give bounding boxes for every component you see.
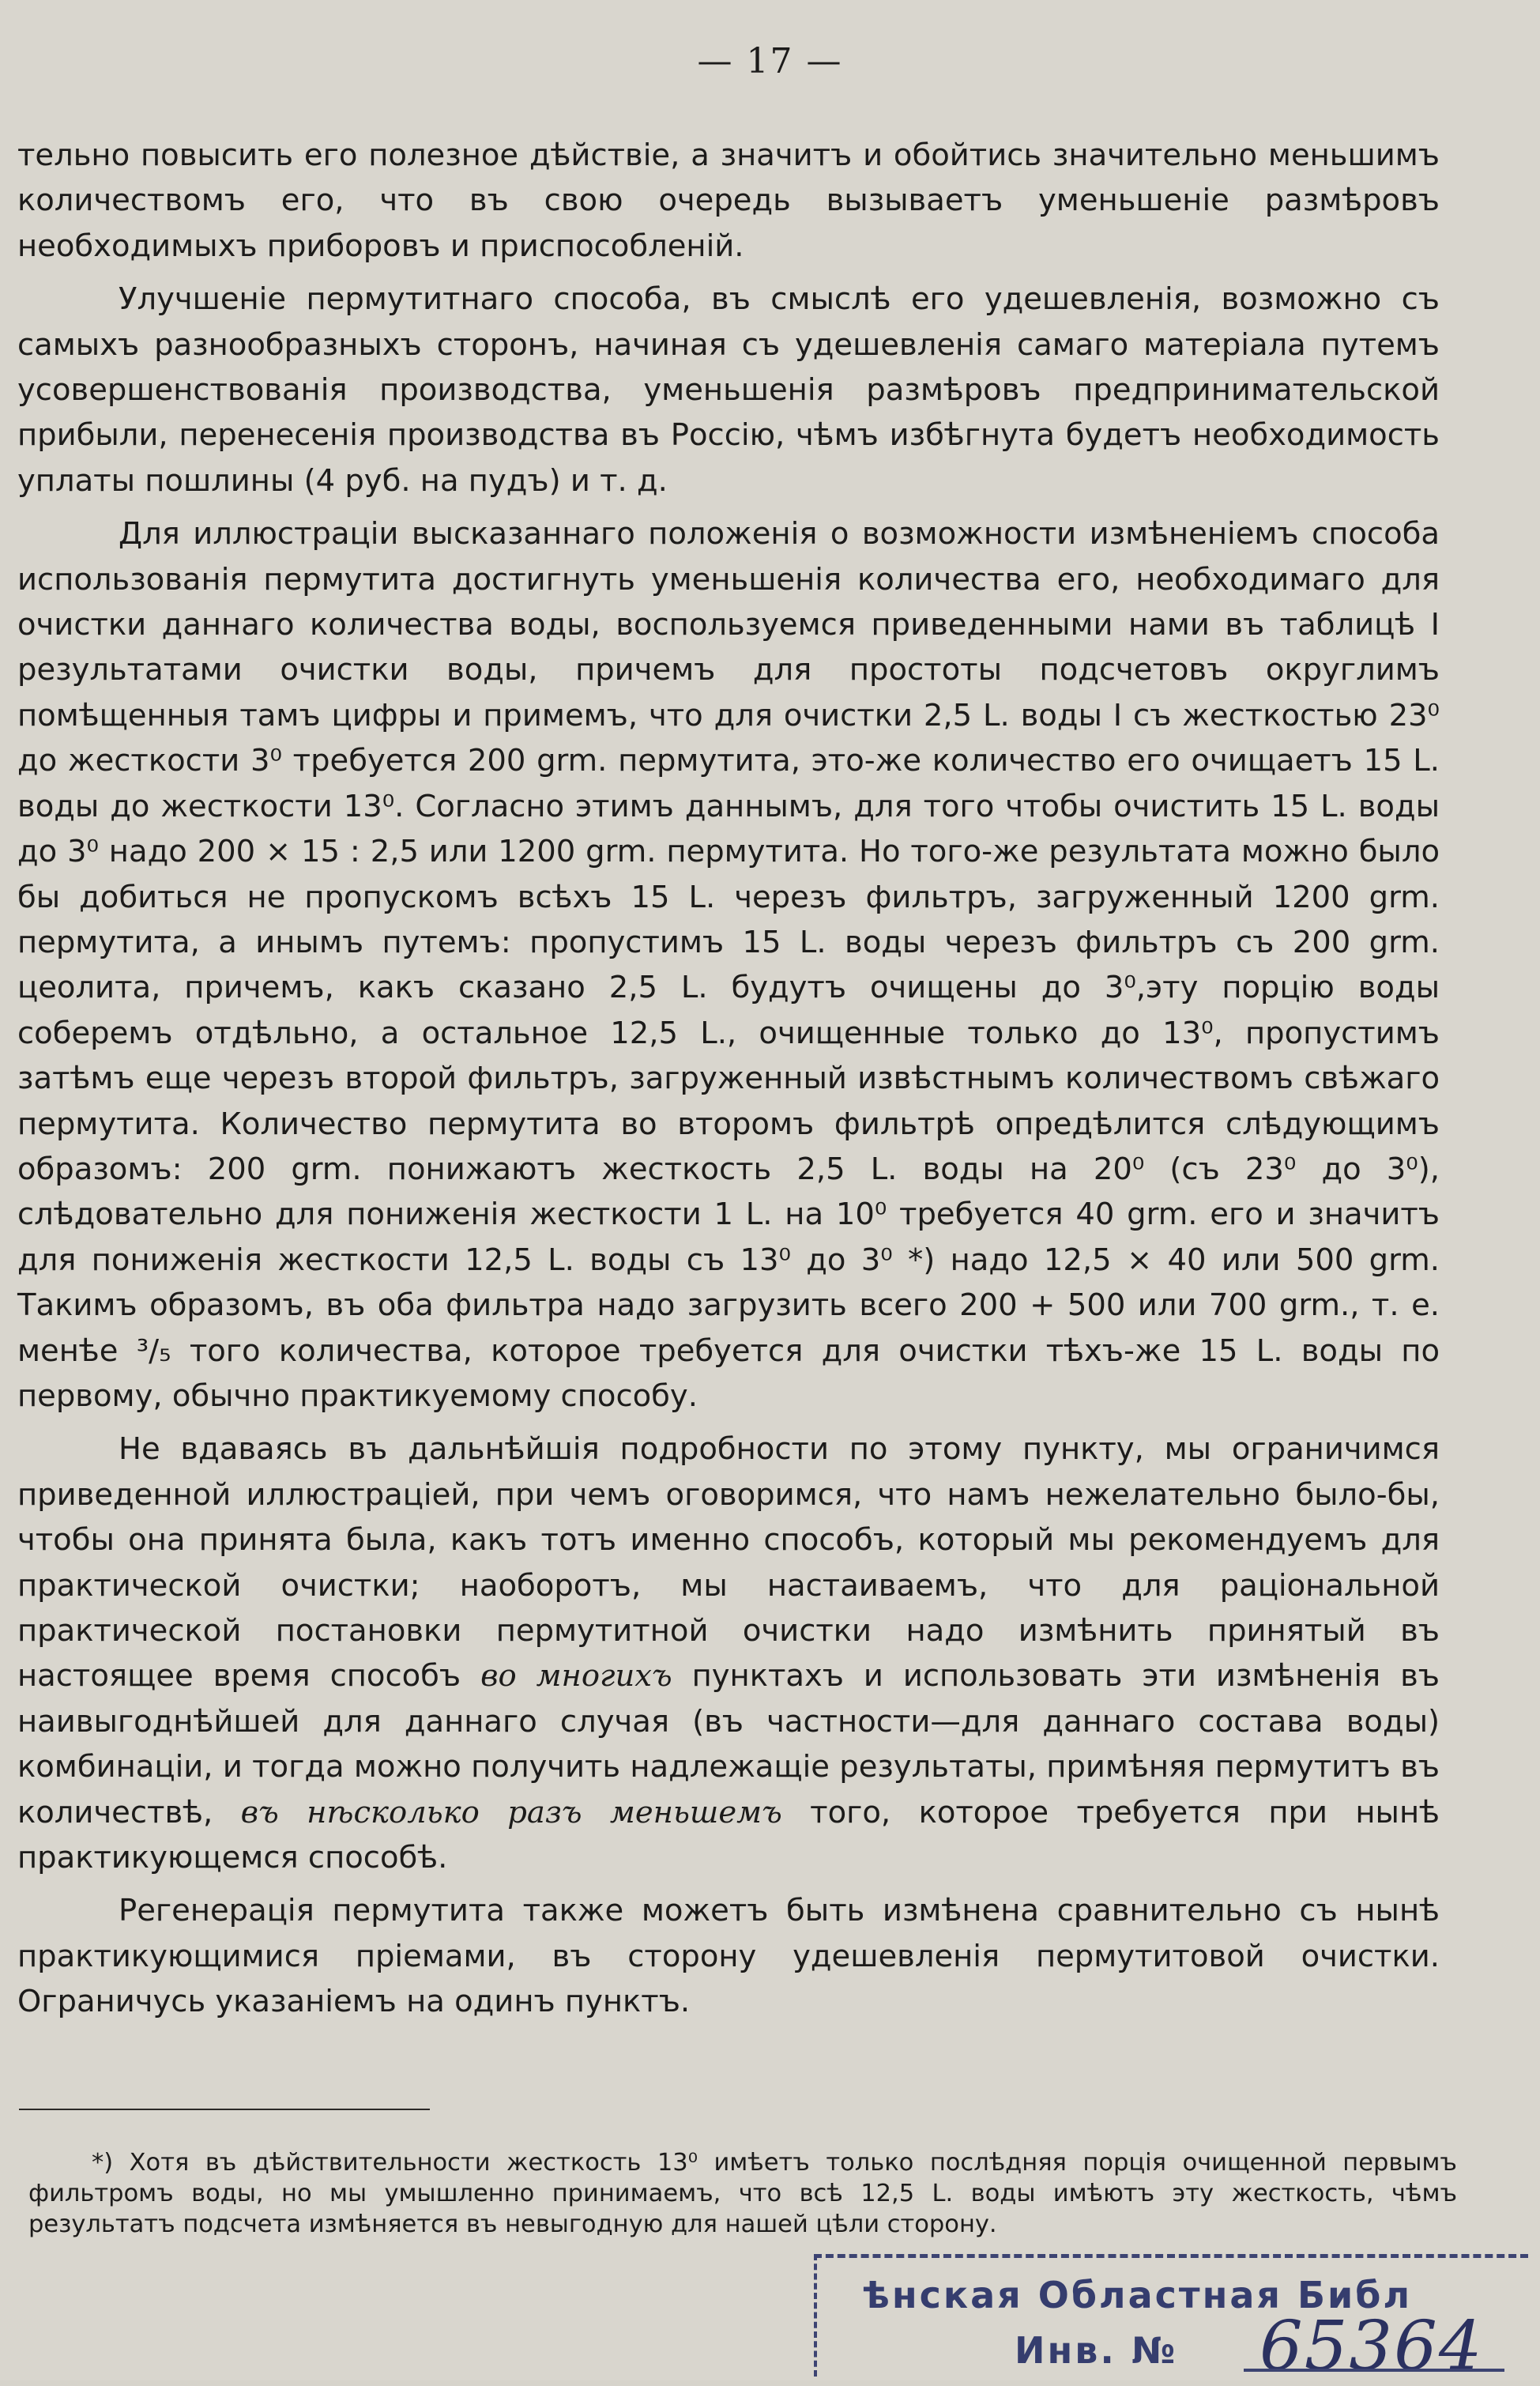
stamp-inventory-number: 65364 bbox=[1259, 2307, 1484, 2386]
body-text bbox=[17, 133, 1440, 2033]
stamp-number-underline bbox=[1244, 2369, 1504, 2372]
paragraph-2: Улучшеніе пермутитнаго способа, въ смыслѣ его удешевленія, возможно съ самыхъ разнообразныхъ сторонъ, начиная съ удешевленія самаго матеріала путемъ усовершенствованія производства, уменьшенія размѣровъ предпринимательской прибыли, перенесенія производства въ Россію, чѣмъ избѣгнута будетъ необходимость уплаты пошлины (4 руб. на пудъ) и т. д. bbox=[17, 281, 1440, 499]
paragraph-4-part-c: того, которое требуется при нынѣ практикующемся способѣ. bbox=[17, 1794, 1440, 1876]
paragraph-4-part-a: Не вдаваясь въ дальнѣйшія подробности по этому пункту, мы ограничимся приведенной иллюстраціей, при чемъ оговоримся, что намъ нежелательно было-бы, чтобы она принята была, какъ тотъ именно способъ, который мы рекомендуемъ для практической очистки; наоборотъ, мы настаиваемъ, что для раціональной практической постановки пермутитной очистки надо измѣнить принятый въ настоящее время способъ bbox=[17, 1431, 1440, 1694]
emphasis-several-times-less: въ нѣсколько разъ меньшемъ bbox=[240, 1794, 782, 1830]
emphasis-many-points: во многихъ bbox=[480, 1658, 672, 1694]
stamp-library-name: ѣнская Областная Библ bbox=[863, 2274, 1413, 2316]
paragraph-4-part-b: пунктахъ и использовать эти измѣненія въ наивыгоднѣйшей для даннаго случая (въ частности—для даннаго состава воды) комбинаціи, и тогда можно получить надлежащіе результаты, примѣняя пермутитъ въ количествѣ, bbox=[17, 1658, 1440, 1830]
paragraph-4 bbox=[17, 1427, 1440, 1880]
paragraph-5: Регенерація пермутита также можетъ быть измѣнена сравнительно съ нынѣ практикующимися пріемами, въ сторону удешевленія пермутитовой очистки. Ограничусь указаніемъ на одинъ пунктъ. bbox=[17, 1893, 1440, 2020]
stamp-inventory-label: Инв. № bbox=[1015, 2329, 1178, 2372]
paragraph-1: тельно повысить его полезное дѣйствіе, а значитъ и обойтись значительно меньшимъ количествомъ его, что въ свою очередь вызываетъ уменьшеніе размѣровъ необходимыхъ приборовъ и приспособленій. bbox=[17, 138, 1440, 264]
page-number: — 17 — bbox=[697, 41, 843, 81]
paragraph-3: Для иллюстраціи высказаннаго положенія о возможности измѣненіемъ способа использованія пермутита достигнуть уменьшенія количества его, необходимаго для очистки даннаго количества воды, воспользуемся приведенными нами въ таблицѣ I результатами очистки воды, причемъ для простоты подсчетовъ округлимъ помѣщенныя тамъ цифры и примемъ, что для очистки 2,5 L. воды I съ жесткостью 23⁰ до жесткости 3⁰ требуется 200 grm. пермутита, это-же количество его очищаетъ 15 L. воды до жесткости 13⁰. Согласно этимъ даннымъ, для того чтобы очистить 15 L. воды до 3⁰ надо 200 × 15 : 2,5 или 1200 grm. пермутита. Но того-же результата можно было бы добиться не пропускомъ всѣхъ 15 L. черезъ фильтръ, загруженный 1200 grm. пермутита, а инымъ путемъ: пропустимъ 15 L. воды черезъ фильтръ съ 200 grm. цеолита, причемъ, какъ сказано 2,5 L. будутъ очищены до 3⁰,эту порцію воды соберемъ отдѣльно, а остальное 12,5 L., очищенные только до 13⁰, пропустимъ затѣмъ еще черезъ второй фильтръ, загруженный извѣстнымъ количествомъ свѣжаго пермутита. Количество пермутита во второмъ фильтрѣ опредѣлится слѣдующимъ образомъ: 200 grm. понижаютъ жесткость 2,5 L. воды на 20⁰ (съ 23⁰ до 3⁰), слѣдовательно для пониженія жесткости 1 L. на 10⁰ требуется 40 grm. его и значитъ для пониженія жесткости 12,5 L. воды съ 13⁰ до 3⁰ *) надо 12,5 × 40 или 500 grm. Такимъ образомъ, въ оба фильтра надо загрузить всего 200 + 500 или 700 grm., т. е. менѣе ³/₅ того количества, которое требуется для очистки тѣхъ-же 15 L. воды по первому, обычно практикуемому способу. bbox=[17, 516, 1440, 1414]
footnote: *) Хотя въ дѣйствительности жесткость 13⁰ имѣетъ только послѣдняя порція очищенной первымъ фильтромъ воды, но мы умышленно принимаемъ, что всѣ 12,5 L. воды имѣютъ эту жесткость, чѣмъ результатъ подсчета измѣняется въ невыгодную для нашей цѣли сторону. bbox=[28, 2148, 1457, 2238]
footnote-divider bbox=[19, 2109, 430, 2110]
library-stamp bbox=[814, 2254, 1528, 2386]
